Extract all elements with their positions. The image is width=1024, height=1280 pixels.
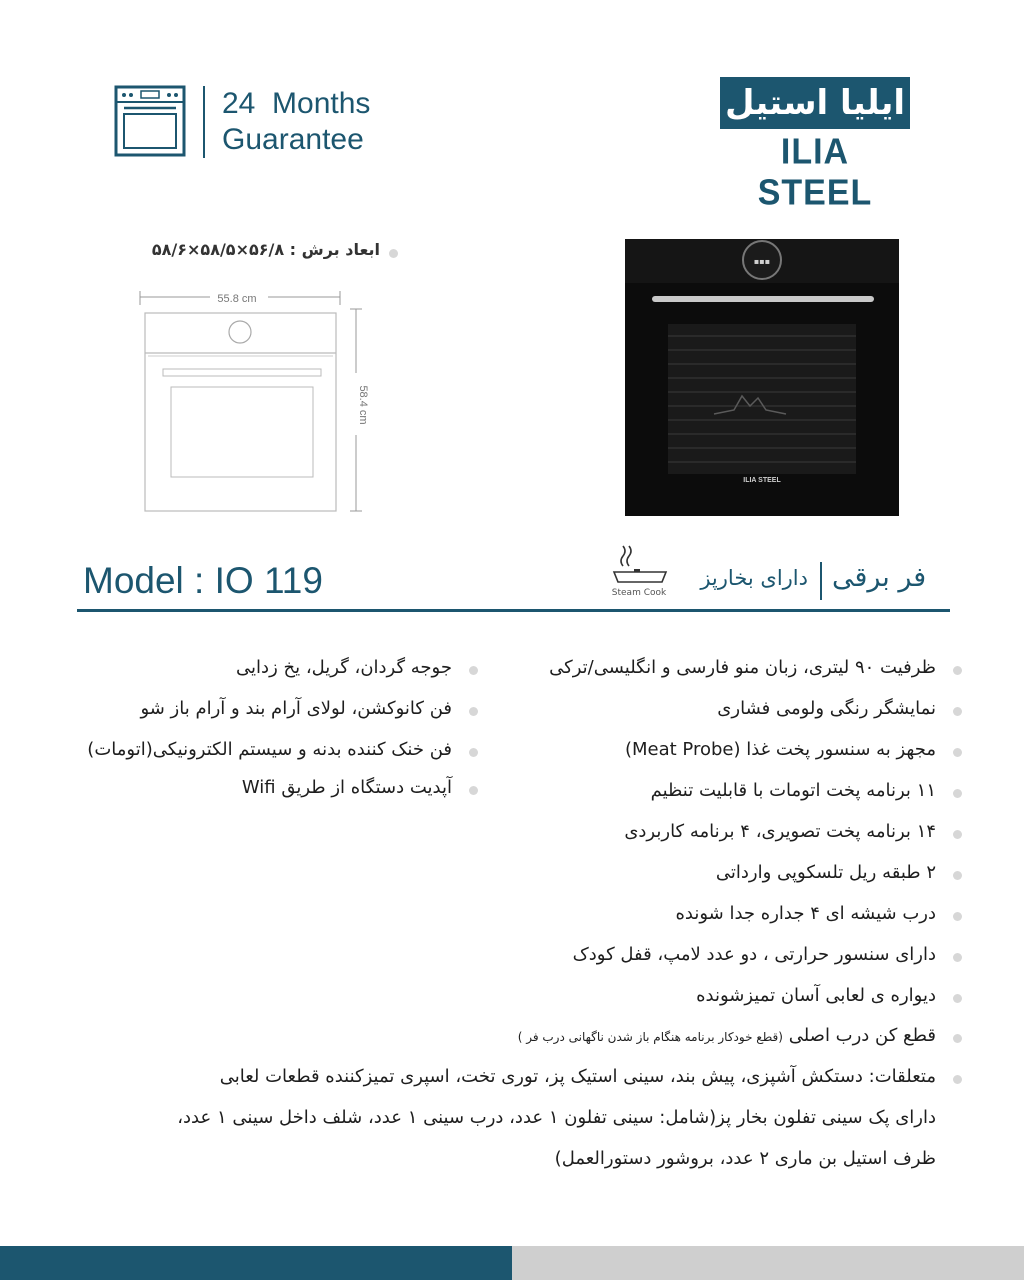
steam-cook-label: Steam Cook	[611, 588, 667, 598]
bullet-icon	[953, 994, 962, 1003]
bullet-icon	[953, 871, 962, 880]
accessories-line: ظرف استیل بن ماری ۲ عدد، بروشور دستورالعمل)	[554, 1148, 936, 1169]
bullet-icon	[953, 830, 962, 839]
bullet-icon	[469, 707, 478, 716]
feature-item: مجهز به سنسور پخت غذا (Meat Probe)	[625, 739, 936, 760]
feature-item: درب شیشه ای ۴ جداره جدا شونده	[675, 903, 936, 924]
guarantee-text	[222, 86, 370, 158]
bullet-icon	[469, 786, 478, 795]
bullet-icon	[953, 789, 962, 798]
oven-outline-icon	[114, 85, 186, 157]
feature-item: جوجه گردان، گریل، یخ زدایی	[236, 657, 452, 678]
bullet-icon	[389, 249, 398, 258]
guarantee-line1: 24 Months	[222, 87, 371, 120]
footer-bar-brand	[0, 1246, 512, 1280]
accessories-line: متعلقات: دستکش آشپزی، پیش بند، سینی استیک پز، توری تخت، اسپری تمیزکننده قطعات لعابی	[220, 1066, 936, 1087]
feature-item: فن خنک کننده بدنه و سیستم الکترونیکی(اتومات)	[87, 739, 452, 760]
cut-dimensions	[120, 240, 380, 259]
product-subtitle: دارای بخارپز	[700, 566, 808, 590]
bullet-icon	[953, 707, 962, 716]
oven-dimension-drawing	[120, 285, 380, 525]
bullet-icon	[953, 748, 962, 757]
feature-item: دارای سنسور حرارتی ، دو عدد لامپ، قفل کودک	[573, 944, 936, 965]
svg-text:▪▪▪: ▪▪▪	[753, 257, 771, 266]
title-divider	[820, 562, 822, 600]
feature-item: آپدیت دستگاه از طریق Wifi	[242, 777, 452, 798]
bullet-icon	[953, 1075, 962, 1084]
bullet-icon	[469, 748, 478, 757]
height-label: 58.4 cm	[357, 385, 369, 425]
bullet-icon	[953, 1034, 962, 1043]
footer-bar-grey	[512, 1246, 1024, 1280]
accessories-line: دارای پک سینی تفلون بخار پز(شامل: سینی تفلون ۱ عدد، درب سینی ۱ عدد، شلف داخل سینی ۱ عدد،	[177, 1107, 936, 1128]
bullet-icon	[953, 666, 962, 675]
feature-item: ظرفیت ۹۰ لیتری، زبان منو فارسی و انگلیسی/ترکی	[549, 657, 936, 678]
bullet-icon	[953, 912, 962, 921]
width-label: 55.8 cm	[217, 293, 257, 305]
bullet-icon	[953, 953, 962, 962]
heading-rule	[77, 609, 950, 612]
feature-item: ۲ طبقه ریل تلسکوپی وارداتی	[716, 862, 936, 883]
feature-door-note: (قطع خودکار برنامه هنگام باز شدن ناگهانی درب فر )	[517, 1030, 783, 1044]
cut-dimensions-text: ابعاد برش : ۵۶/۸×۵۸/۵×۵۸/۶	[151, 240, 380, 259]
feature-item: نمایشگر رنگی ولومی فشاری	[717, 698, 936, 719]
guarantee-divider	[203, 86, 205, 158]
photo-brand-text: ILIA STEEL	[743, 477, 781, 484]
feature-item: ۱۱ برنامه پخت اتومات با قابلیت تنظیم	[651, 780, 936, 801]
model-name: Model : IO 119	[83, 560, 323, 601]
product-title: فر برقی	[832, 562, 927, 593]
feature-item: دیواره ی لعابی آسان تمیزشونده	[696, 985, 936, 1006]
bullet-icon	[469, 666, 478, 675]
logo-english: ILIA STEEL	[757, 132, 873, 213]
feature-item: فن کانوکشن، لولای آرام بند و آرام باز شو	[140, 698, 452, 719]
feature-item-door: قطع کن درب اصلی (قطع خودکار برنامه هنگام باز شدن ناگهانی درب فر )	[518, 1025, 936, 1046]
feature-item: ۱۴ برنامه پخت تصویری، ۴ برنامه کاربردی	[624, 821, 936, 842]
guarantee-line2: Guarantee	[222, 123, 364, 156]
oven-product-photo	[624, 238, 900, 518]
logo-persian: ایلیا استیل	[720, 77, 910, 129]
